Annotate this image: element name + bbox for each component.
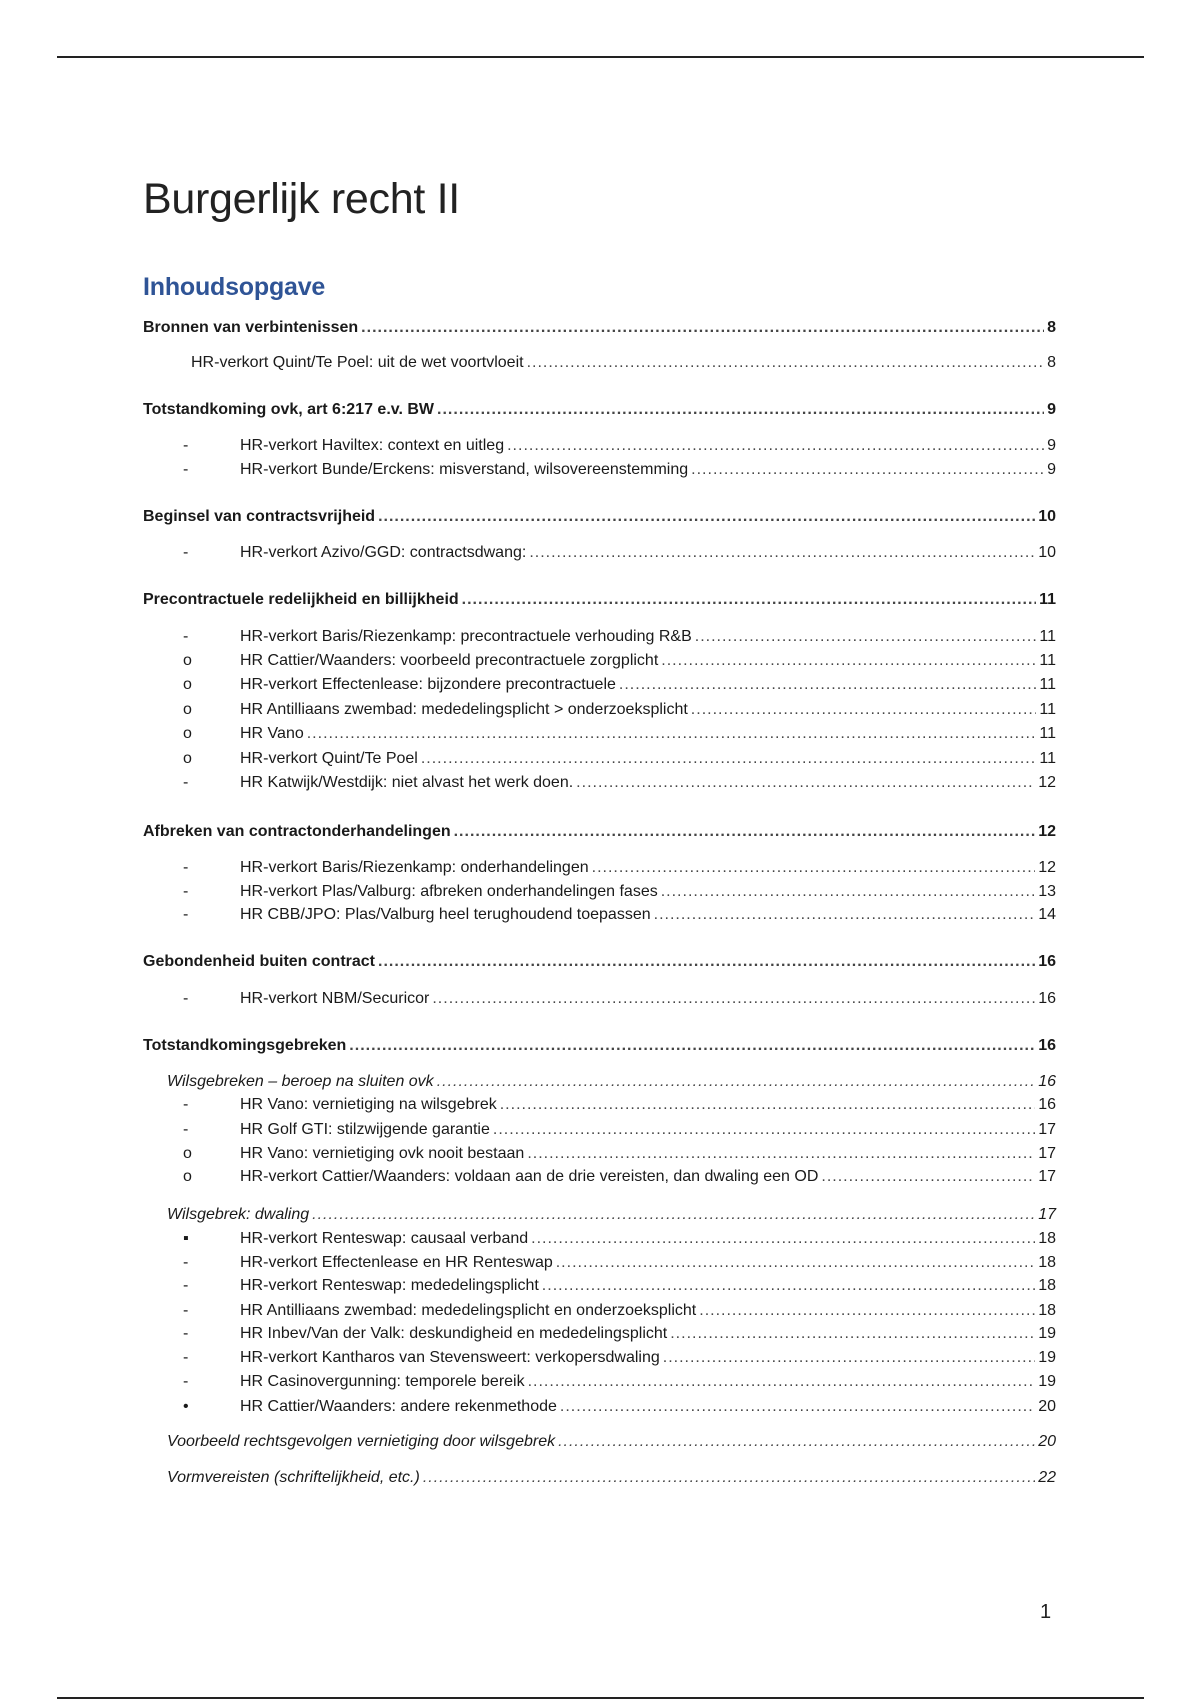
toc-entry-bullet: - [183,1349,189,1366]
toc-entry-title: Afbreken van contractonderhandelingen [143,823,451,840]
toc-dot-leader [528,1371,1036,1393]
toc-entry[interactable] [191,352,1056,374]
toc-entry-title: HR-verkort Renteswap: mededelingsplicht [240,1277,539,1294]
toc-entry-bullet: o [183,676,192,693]
toc-entry-title: Beginsel van contractsvrijheid [143,508,376,525]
toc-entry-title: HR-verkort Kantharos van Stevensweert: verkopersdwaling [240,1349,660,1366]
toc-dot-leader [558,1431,1035,1453]
toc-entry[interactable] [167,1071,1056,1093]
toc-entry-page: 17 [1038,1168,1056,1185]
toc-dot-leader [437,399,1044,421]
toc-dot-leader [527,352,1045,374]
toc-entry[interactable] [167,1431,1056,1453]
toc-entry-title: Totstandkoming ovk, art 6:217 e.v. BW [143,401,435,418]
toc-entry-page: 10 [1038,544,1056,561]
toc-entry-bullet: - [183,461,189,478]
toc-entry-page: 11 [1039,628,1056,645]
toc-entry-page: 18 [1038,1254,1056,1271]
toc-entry-page: 19 [1038,1325,1056,1342]
toc-entry[interactable] [183,748,1056,770]
toc-dot-leader [661,881,1035,903]
toc-entry-title: HR CBB/JPO: Plas/Valburg heel terughoudend toepassen [240,906,651,923]
toc-entry-page: 18 [1038,1230,1056,1247]
toc-entry[interactable] [183,650,1056,672]
toc-entry-page: 20 [1038,1398,1056,1415]
toc-entry-bullet: - [183,774,189,791]
toc-entry[interactable] [183,542,1056,564]
toc-dot-leader [421,748,1037,770]
toc-entry[interactable] [183,1275,1056,1297]
toc-dot-leader [312,1204,1035,1226]
toc-entry-page: 20 [1038,1433,1056,1450]
toc-entry[interactable] [143,821,1056,843]
toc-entry-page: 8 [1047,354,1056,371]
toc-entry-title: HR Casinovergunning: temporele bereik [240,1373,525,1390]
toc-entry-page: 22 [1038,1469,1056,1486]
toc-entry-title: Voorbeeld rechtsgevolgen vernietiging door wilsgebrek [167,1433,556,1450]
toc-entry-page: 9 [1047,401,1056,418]
toc-entry-title: HR Cattier/Waanders: voorbeeld precontractuele zorgplicht [240,652,659,669]
toc-entry[interactable] [183,459,1056,481]
toc-entry-bullet: - [183,1121,189,1138]
toc-entry-title: HR Katwijk/Westdijk: niet alvast het werk doen. [240,774,574,791]
toc-entry[interactable] [183,772,1056,794]
toc-entry[interactable] [183,1094,1056,1116]
toc-entry-page: 11 [1039,676,1056,693]
toc-dot-leader [699,1300,1035,1322]
toc-entry-page: 13 [1038,883,1056,900]
toc-entry-bullet: • [183,1398,189,1415]
toc-entry[interactable] [183,988,1056,1010]
toc-dot-leader [437,1071,1036,1093]
toc-entry-title: HR Vano: vernietiging ovk nooit bestaan [240,1145,525,1162]
toc-entry-bullet: o [183,1145,192,1162]
toc-entry-title: HR Antilliaans zwembad: mededelingsplicht en onderzoeksplicht [240,1302,697,1319]
toc-entry-bullet: - [183,1254,189,1271]
toc-entry-bullet: - [183,1325,189,1342]
toc-entry[interactable] [143,951,1056,973]
toc-dot-leader [527,1143,1035,1165]
toc-entry[interactable] [183,1347,1056,1369]
toc-entry-title: HR Antilliaans zwembad: mededelingsplicht > onderzoeksplicht [240,701,688,718]
toc-dot-leader [576,772,1035,794]
toc-entry-page: 19 [1038,1349,1056,1366]
header-rule [57,56,1144,58]
toc-entry-title: HR-verkort Cattier/Waanders: voldaan aan de drie vereisten, dan dwaling een OD [240,1168,819,1185]
toc-dot-leader [361,317,1044,339]
toc-dot-leader [378,951,1035,973]
toc-dot-leader [556,1252,1035,1274]
toc-entry[interactable] [183,1371,1056,1393]
toc-entry-title: HR-verkort Plas/Valburg: afbreken onderhandelingen fases [240,883,658,900]
toc-entry-page: 18 [1038,1277,1056,1294]
toc-entry[interactable] [183,723,1056,745]
toc-entry-title: HR Inbev/Van der Valk: deskundigheid en mededelingsplicht [240,1325,668,1342]
toc-entry-title: HR-verkort Baris/Riezenkamp: onderhandelingen [240,859,589,876]
toc-entry[interactable] [183,699,1056,721]
toc-entry[interactable] [183,1119,1056,1141]
toc-entry[interactable] [183,1166,1056,1188]
toc-entry-bullet: o [183,652,192,669]
toc-entry[interactable] [167,1204,1056,1226]
toc-dot-leader [349,1035,1035,1057]
toc-entry-title: HR-verkort Effectenlease: bijzondere precontractuele [240,676,616,693]
toc-entry[interactable] [167,1467,1056,1489]
toc-entry-bullet: - [183,859,189,876]
toc-dot-leader [695,626,1037,648]
toc-dot-leader [619,674,1036,696]
toc-heading: Inhoudsopgave [143,272,326,301]
toc-entry-page: 11 [1039,725,1056,742]
toc-entry-page: 9 [1047,461,1056,478]
toc-entry-page: 11 [1039,701,1056,718]
toc-dot-leader [542,1275,1035,1297]
toc-entry-bullet: - [183,1096,189,1113]
toc-entry-page: 10 [1038,508,1056,525]
toc-entry-title: HR Vano [240,725,304,742]
toc-entry-page: 9 [1047,437,1056,454]
toc-entry-bullet: - [183,906,189,923]
toc-entry-title: HR-verkort Renteswap: causaal verband [240,1230,529,1247]
toc-entry[interactable] [183,1252,1056,1274]
toc-entry-title: HR Vano: vernietiging na wilsgebrek [240,1096,497,1113]
toc-entry-page: 17 [1038,1121,1056,1138]
toc-entry-bullet: - [183,990,189,1007]
toc-entry-page: 16 [1038,1037,1056,1054]
document-title: Burgerlijk recht II [143,174,460,223]
toc-entry[interactable] [143,317,1056,339]
toc-entry-title: HR-verkort Quint/Te Poel [240,750,418,767]
toc-entry-title: HR-verkort Azivo/GGD: contractsdwang: [240,544,527,561]
toc-entry-title: Precontractuele redelijkheid en billijkheid [143,591,459,608]
toc-entry-title: HR Golf GTI: stilzwijgende garantie [240,1121,490,1138]
toc-entry-page: 18 [1038,1302,1056,1319]
toc-entry-page: 11 [1039,591,1056,608]
toc-entry[interactable] [183,1300,1056,1322]
toc-entry[interactable] [183,1143,1056,1165]
toc-entry-title: Wilsgebrek: dwaling [167,1206,310,1223]
toc-entry-bullet: - [183,1277,189,1294]
page-number: 1 [1040,1601,1052,1623]
toc-entry-page: 12 [1038,823,1056,840]
toc-entry[interactable] [143,589,1056,611]
toc-dot-leader [307,723,1037,745]
toc-entry-page: 8 [1047,319,1056,336]
toc-dot-leader [432,988,1035,1010]
toc-entry[interactable] [183,1323,1056,1345]
toc-dot-leader [423,1467,1035,1489]
toc-entry-bullet: - [183,437,189,454]
toc-entry-title: HR-verkort Quint/Te Poel: uit de wet voortvloeit [191,354,524,371]
toc-dot-leader [560,1396,1035,1418]
toc-entry-page: 16 [1038,990,1056,1007]
toc-entry[interactable] [183,881,1056,903]
toc-entry[interactable] [143,1035,1056,1057]
footer-rule [57,1697,1144,1699]
toc-dot-leader [507,435,1044,457]
toc-entry-page: 19 [1038,1373,1056,1390]
toc-entry-title: HR-verkort Bunde/Erckens: misverstand, wilsovereenstemming [240,461,689,478]
toc-entry-bullet: ▪ [183,1230,189,1247]
toc-entry-page: 16 [1038,953,1056,970]
toc-dot-leader [454,821,1036,843]
toc-entry-page: 14 [1038,906,1056,923]
toc-dot-leader [663,1347,1035,1369]
toc-entry-bullet: - [183,1373,189,1390]
toc-dot-leader [691,699,1037,721]
toc-entry-title: HR-verkort Haviltex: context en uitleg [240,437,505,454]
toc-entry-page: 17 [1038,1206,1056,1223]
toc-entry-title: Bronnen van verbintenissen [143,319,359,336]
toc-dot-leader [821,1166,1035,1188]
toc-dot-leader [493,1119,1035,1141]
toc-dot-leader [529,542,1035,564]
toc-entry[interactable] [183,435,1056,457]
toc-dot-leader [654,904,1036,926]
toc-entry-page: 11 [1039,750,1056,767]
toc-entry[interactable] [183,857,1056,879]
toc-entry-page: 16 [1038,1073,1056,1090]
toc-dot-leader [592,857,1036,879]
toc-entry[interactable] [183,674,1056,696]
toc-dot-leader [500,1094,1035,1116]
toc-entry[interactable] [183,626,1056,648]
toc-entry-page: 11 [1039,652,1056,669]
toc-entry[interactable] [183,1228,1056,1250]
toc-entry-page: 16 [1038,1096,1056,1113]
toc-entry-bullet: o [183,701,192,718]
toc-dot-leader [670,1323,1035,1345]
toc-entry-bullet: o [183,1168,192,1185]
toc-dot-leader [661,650,1036,672]
toc-entry-bullet: o [183,750,192,767]
toc-entry-title: Vormvereisten (schriftelijkheid, etc.) [167,1469,420,1486]
toc-entry-page: 12 [1038,774,1056,791]
toc-entry-bullet: - [183,628,189,645]
toc-entry-bullet: - [183,544,189,561]
toc-dot-leader [531,1228,1035,1250]
toc-entry[interactable] [143,506,1056,528]
toc-entry-bullet: o [183,725,192,742]
toc-dot-leader [462,589,1036,611]
toc-entry-title: Totstandkomingsgebreken [143,1037,347,1054]
toc-entry[interactable] [183,904,1056,926]
toc-entry-page: 17 [1038,1145,1056,1162]
toc-dot-leader [378,506,1035,528]
toc-entry[interactable] [143,399,1056,421]
toc-entry-title: HR Cattier/Waanders: andere rekenmethode [240,1398,557,1415]
toc-entry-page: 12 [1038,859,1056,876]
toc-entry-bullet: - [183,883,189,900]
toc-entry-title: Wilsgebreken – beroep na sluiten ovk [167,1073,434,1090]
toc-entry-title: HR-verkort NBM/Securicor [240,990,430,1007]
toc-entry-title: Gebondenheid buiten contract [143,953,376,970]
toc-entry-bullet: - [183,1302,189,1319]
toc-entry-title: HR-verkort Effectenlease en HR Renteswap [240,1254,553,1271]
toc-entry[interactable] [183,1396,1056,1418]
toc-entry-title: HR-verkort Baris/Riezenkamp: precontractuele verhouding R&B [240,628,692,645]
toc-dot-leader [691,459,1044,481]
